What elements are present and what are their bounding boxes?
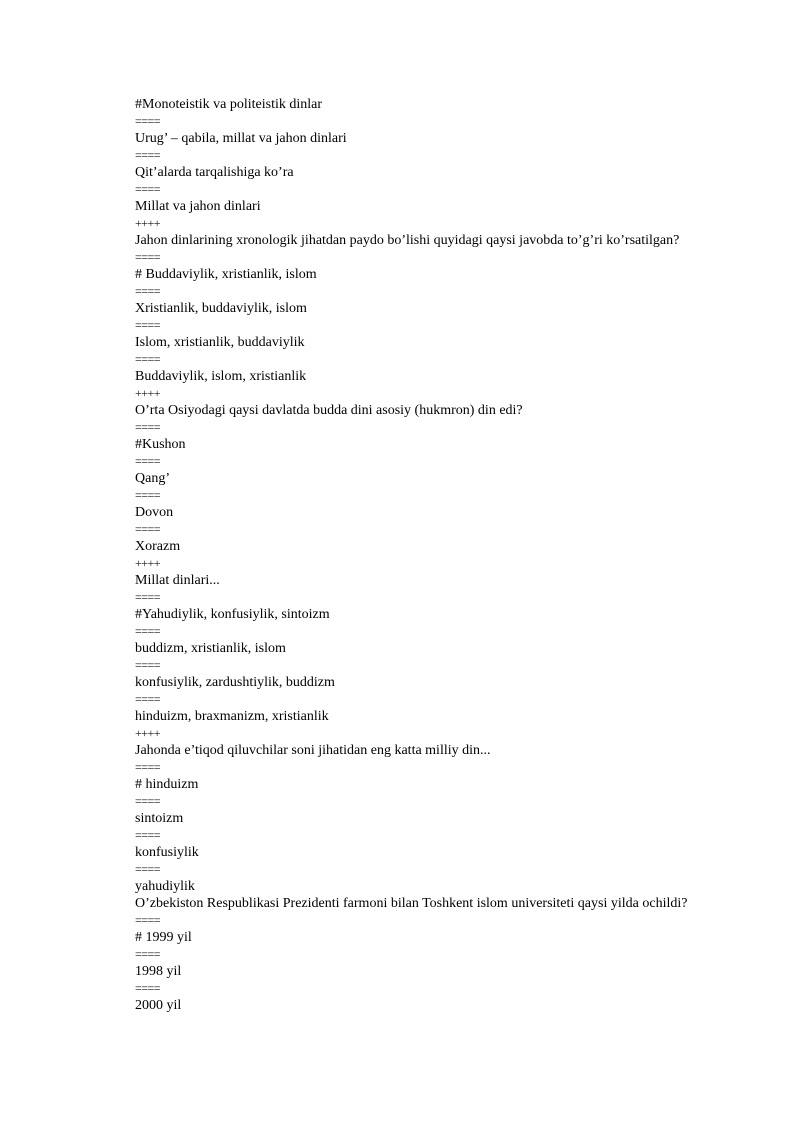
quiz-text-body: [135, 96, 755, 1014]
option-separator: ====: [135, 913, 161, 927]
option-separator: ====: [135, 624, 161, 638]
option-separator: ====: [135, 522, 161, 536]
option-separator: ====: [135, 250, 161, 264]
option-separator: ====: [135, 284, 161, 298]
question-separator: ++++: [135, 556, 161, 570]
text-line: Jahon dinlarining xronologik jihatdan paydo bo’lishi quyidagi qaysi javobda to’g’ri ko’rsatilgan?: [135, 233, 680, 248]
option-separator: ====: [135, 658, 161, 672]
text-line: Dovon: [135, 505, 174, 520]
option-separator: ====: [135, 590, 161, 604]
text-line: Millat va jahon dinlari: [135, 199, 261, 214]
option-separator: ====: [135, 318, 161, 332]
text-line: 2000 yil: [135, 998, 182, 1013]
text-line: buddizm, xristianlik, islom: [135, 641, 286, 656]
option-separator: ====: [135, 692, 161, 706]
option-separator: ====: [135, 760, 161, 774]
text-line: 1998 yil: [135, 964, 182, 979]
text-line: yahudiylik: [135, 879, 195, 894]
option-separator: ====: [135, 488, 161, 502]
text-line: O’zbekiston Respublikasi Prezidenti farmoni bilan Toshkent islom universiteti qaysi yilda ochildi?: [135, 896, 688, 911]
option-separator: ====: [135, 794, 161, 808]
text-line: sintoizm: [135, 811, 184, 826]
option-separator: ====: [135, 182, 161, 196]
correct-answer-line: # Buddaviylik, xristianlik, islom: [135, 267, 317, 282]
text-line: Xorazm: [135, 539, 181, 554]
text-line: O’rta Osiyodagi qaysi davlatda budda dini asosiy (hukmron) din edi?: [135, 403, 523, 418]
correct-answer-line: #Monoteistik va politeistik dinlar: [135, 97, 323, 112]
text-line: Qang’: [135, 471, 170, 486]
option-separator: ====: [135, 114, 161, 128]
text-line: Jahonda e’tiqod qiluvchilar soni jihatidan eng katta milliy din...: [135, 743, 491, 758]
correct-answer-line: # hinduizm: [135, 777, 199, 792]
text-line: Millat dinlari...: [135, 573, 220, 588]
option-separator: ====: [135, 352, 161, 366]
text-line: Qit’alarda tarqalishiga ko’ra: [135, 165, 294, 180]
question-separator: ++++: [135, 386, 161, 400]
text-line: Xristianlik, buddaviylik, islom: [135, 301, 307, 316]
option-separator: ====: [135, 862, 161, 876]
question-separator: ++++: [135, 726, 161, 740]
text-line: hinduizm, braxmanizm, xristianlik: [135, 709, 329, 724]
option-separator: ====: [135, 981, 161, 995]
text-line: Urug’ – qabila, millat va jahon dinlari: [135, 131, 347, 146]
text-line: konfusiylik, zardushtiylik, buddizm: [135, 675, 335, 690]
option-separator: ====: [135, 420, 161, 434]
correct-answer-line: #Kushon: [135, 437, 186, 452]
text-line: konfusiylik: [135, 845, 199, 860]
text-line: Buddaviylik, islom, xristianlik: [135, 369, 307, 384]
question-separator: ++++: [135, 216, 161, 230]
correct-answer-line: #Yahudiylik, konfusiylik, sintoizm: [135, 607, 330, 622]
text-line: Islom, xristianlik, buddaviylik: [135, 335, 305, 350]
correct-answer-line: # 1999 yil: [135, 930, 192, 945]
option-separator: ====: [135, 148, 161, 162]
option-separator: ====: [135, 828, 161, 842]
option-separator: ====: [135, 947, 161, 961]
option-separator: ====: [135, 454, 161, 468]
